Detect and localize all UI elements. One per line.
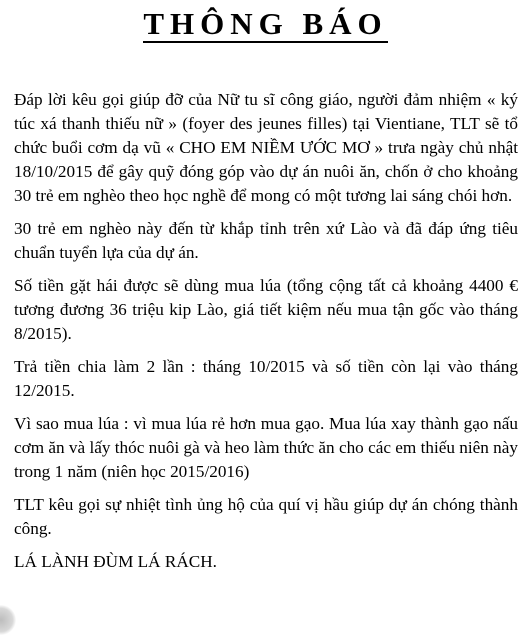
paragraph-children: 30 trẻ em nghèo này đến từ khắp tỉnh trên xứ Lào và đã đáp ứng tiêu chuẩn tuyển lựa của dự án. <box>14 219 518 262</box>
paragraph-motto: LÁ LÀNH ĐÙM LÁ RÁCH. <box>14 552 217 571</box>
paragraph-appeal: TLT kêu gọi sự nhiệt tình ủng hộ của quí vị hầu giúp dự án chóng thành công. <box>14 495 518 538</box>
paragraph-intro: Đáp lời kêu gọi giúp đỡ của Nữ tu sĩ công giáo, người đảm nhiệm « ký túc xá thanh thiếu nữ » (foyer des jeunes filles) tại Vientiane, TLT sẽ tổ chức buổi cơm dạ vũ « CHO EM NIỀM ƯỚC MƠ » trưa ngày chủ nhật 18/10/2015 để gây quỹ đóng góp vào dự án nuôi ăn, chốn ở cho khoảng 30 trẻ em nghèo theo học nghề để mong có một tương lai sáng chói hơn. <box>14 90 518 205</box>
page-curl-shadow <box>0 605 16 635</box>
paragraph-reason: Vì sao mua lúa : vì mua lúa rẻ hơn mua gạo. Mua lúa xay thành gạo nấu cơm ăn và lấy thóc nuôi gà và heo làm thức ăn cho các em thiếu niên này trong 1 năm (niên học 2015/2016) <box>14 414 518 481</box>
paragraph-funds: Số tiền gặt hái được sẽ dùng mua lúa (tổng cộng tất cả khoảng 4400 € tương đương 36 triệu kip Lào, giá tiết kiệm nếu mua tận gốc vào tháng 8/2015). <box>14 276 518 343</box>
document-title <box>0 4 531 44</box>
document-body <box>14 88 518 583</box>
paragraph-payment: Trả tiền chia làm 2 lần : tháng 10/2015 và số tiền còn lại vào tháng 12/2015. <box>14 357 518 400</box>
document-title-text: THÔNG BÁO <box>143 6 388 41</box>
